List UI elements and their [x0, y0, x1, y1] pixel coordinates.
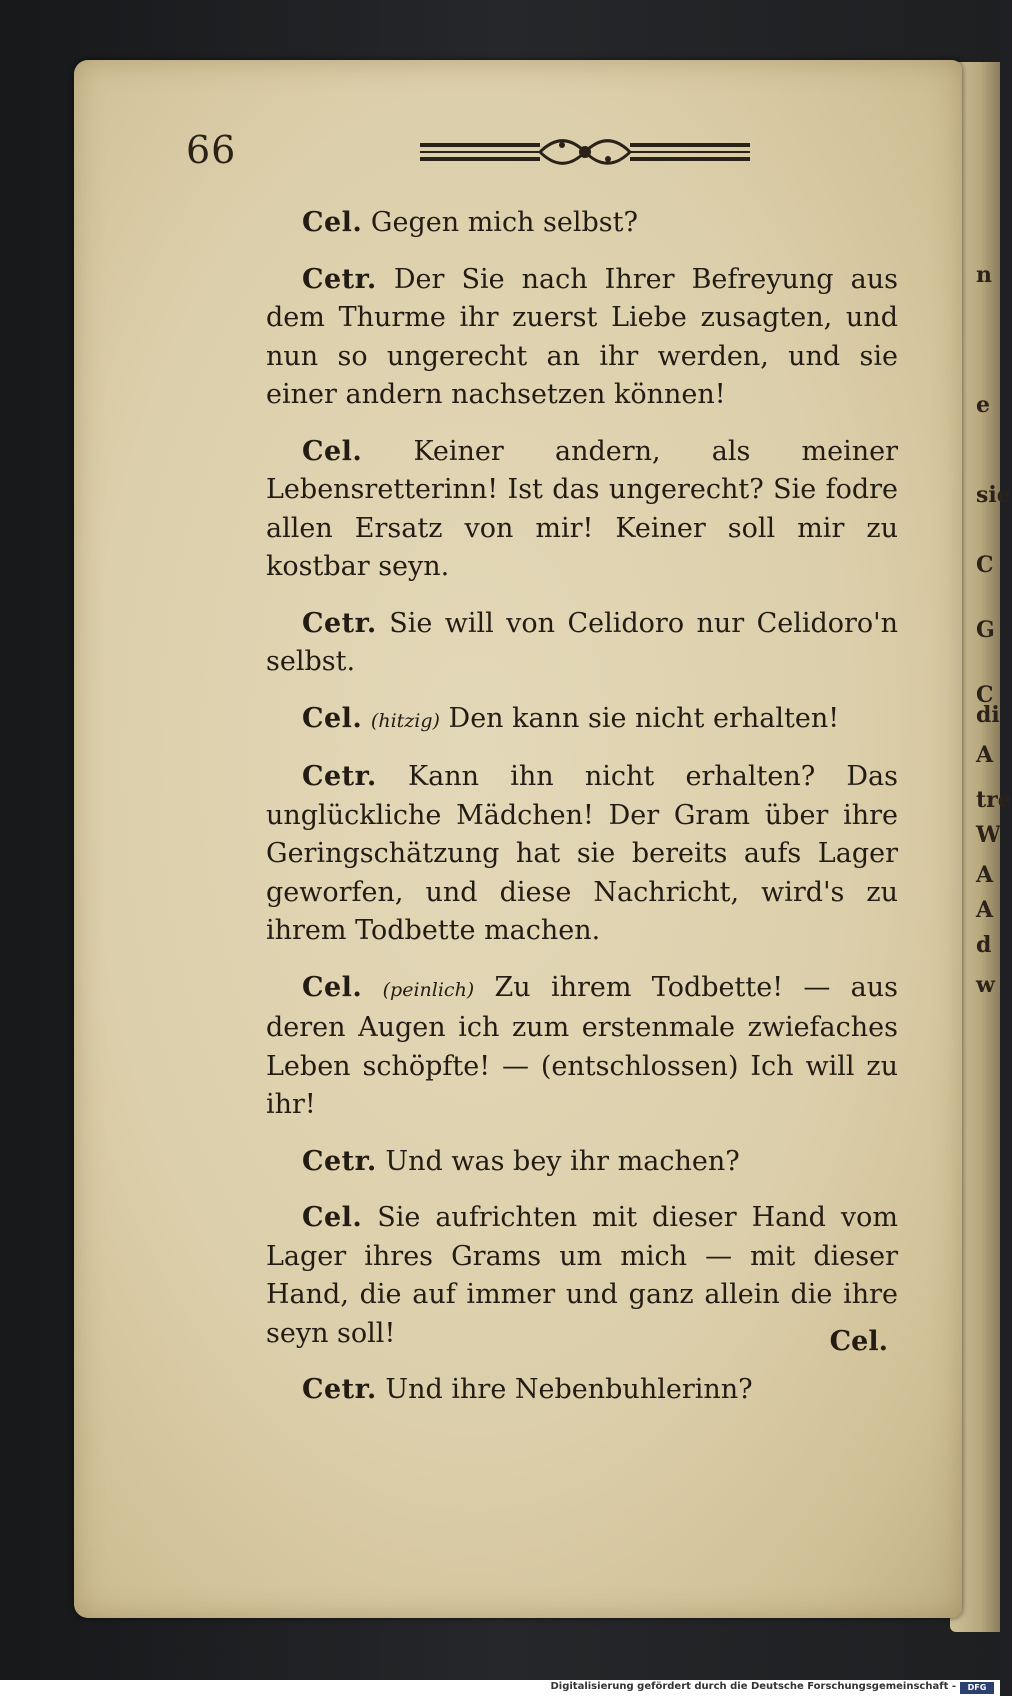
fragment-text: d	[976, 932, 992, 958]
catchword: Cel.	[829, 1326, 888, 1357]
dialogue-text: Und ihre Nebenbuhlerinn?	[385, 1374, 753, 1405]
dialogue-entry	[266, 261, 898, 415]
fragment-text: n	[976, 262, 992, 288]
page-number: 66	[186, 128, 237, 172]
speaker-name: Cetr.	[302, 761, 377, 792]
speaker-name: Cel.	[302, 207, 363, 238]
dialogue-entry	[266, 758, 898, 951]
dialogue-entry	[266, 1199, 898, 1353]
speaker-name: Cetr.	[302, 607, 377, 639]
fragment-text: A	[976, 897, 994, 923]
fragment-text: sie	[976, 482, 1011, 508]
fragment-text: A	[976, 862, 994, 888]
fragment-text: e	[976, 392, 990, 418]
speaker-name: Cetr.	[302, 1374, 377, 1405]
fragment-text: C	[976, 552, 994, 578]
dialogue-entry	[266, 969, 898, 1125]
dialogue-text: Sie aufrichten mit dieser Hand vom Lager ihres Grams um mich — mit dieser Hand, die auf immer und ganz allein die ihre seyn soll!	[266, 1202, 898, 1349]
digitization-credit: Digitalisierung gefördert durch die Deutsche Forschungsgemeinschaft -	[550, 1681, 956, 1692]
dialogue-entry	[266, 700, 898, 741]
dialogue-entry	[266, 1371, 898, 1410]
dfg-logo: DFG	[960, 1682, 994, 1694]
dialogue-entry	[266, 605, 898, 682]
speaker-name: Cel.	[302, 1202, 363, 1233]
speaker-name: Cetr.	[302, 1145, 377, 1177]
speaker-name: Cel.	[302, 702, 363, 734]
fragment-text: G	[976, 617, 995, 643]
speaker-name: Cetr.	[302, 263, 377, 295]
dialogue-text: Gegen mich selbst?	[370, 207, 638, 238]
speaker-name: Cel.	[302, 971, 363, 1003]
dialogue-text: Der Sie nach Ihrer Befreyung aus dem Thurme ihr zuerst Liebe zusagten, und nun so ungerecht an ihr werden, und sie einer andern nachsetzen können!	[266, 263, 898, 410]
dialogue-text: Kann ihn nicht erhalten? Das unglückliche Mädchen! Der Gram über ihre Geringschätzung hat sie bereits aufs Lager geworfen, und diese Nachricht, wird's zu ihrem Todbette machen.	[266, 761, 898, 946]
fragment-text: W	[976, 822, 1001, 848]
dialogue-text: Zu ihrem Todbette! — aus deren Augen ich zum erstenmale zwiefaches Leben schöpfte! — (entschlossen) Ich will zu ihr!	[266, 971, 898, 1120]
dialogue-text: Keiner andern, als meiner Lebensretterinn! Ist das ungerecht? Sie fodre allen Ersatz von mir! Keiner soll mir zu kostbar seyn.	[266, 435, 898, 582]
header-ornament	[420, 133, 750, 173]
fragment-text: A	[976, 742, 994, 768]
dialogue-text: Und was bey ihr machen?	[385, 1145, 740, 1177]
stage-direction: (peinlich)	[382, 978, 475, 1001]
dialogue-entry	[266, 204, 898, 243]
fragment-text: di	[976, 702, 1000, 728]
dialogue-text: Sie will von Celidoro nur Celidoro'n selbst.	[266, 607, 898, 677]
dialogue-text: Den kann sie nicht erhalten!	[448, 702, 840, 734]
fragment-text: C	[976, 682, 994, 708]
dialogue-entry	[266, 433, 898, 587]
speaker-name: Cel.	[302, 435, 363, 467]
fragment-text: w	[976, 972, 995, 998]
stage-direction: (hitzig)	[370, 709, 440, 732]
play-dialogue	[266, 204, 898, 1428]
dialogue-entry	[266, 1143, 898, 1182]
fragment-text: tre	[976, 787, 1012, 813]
